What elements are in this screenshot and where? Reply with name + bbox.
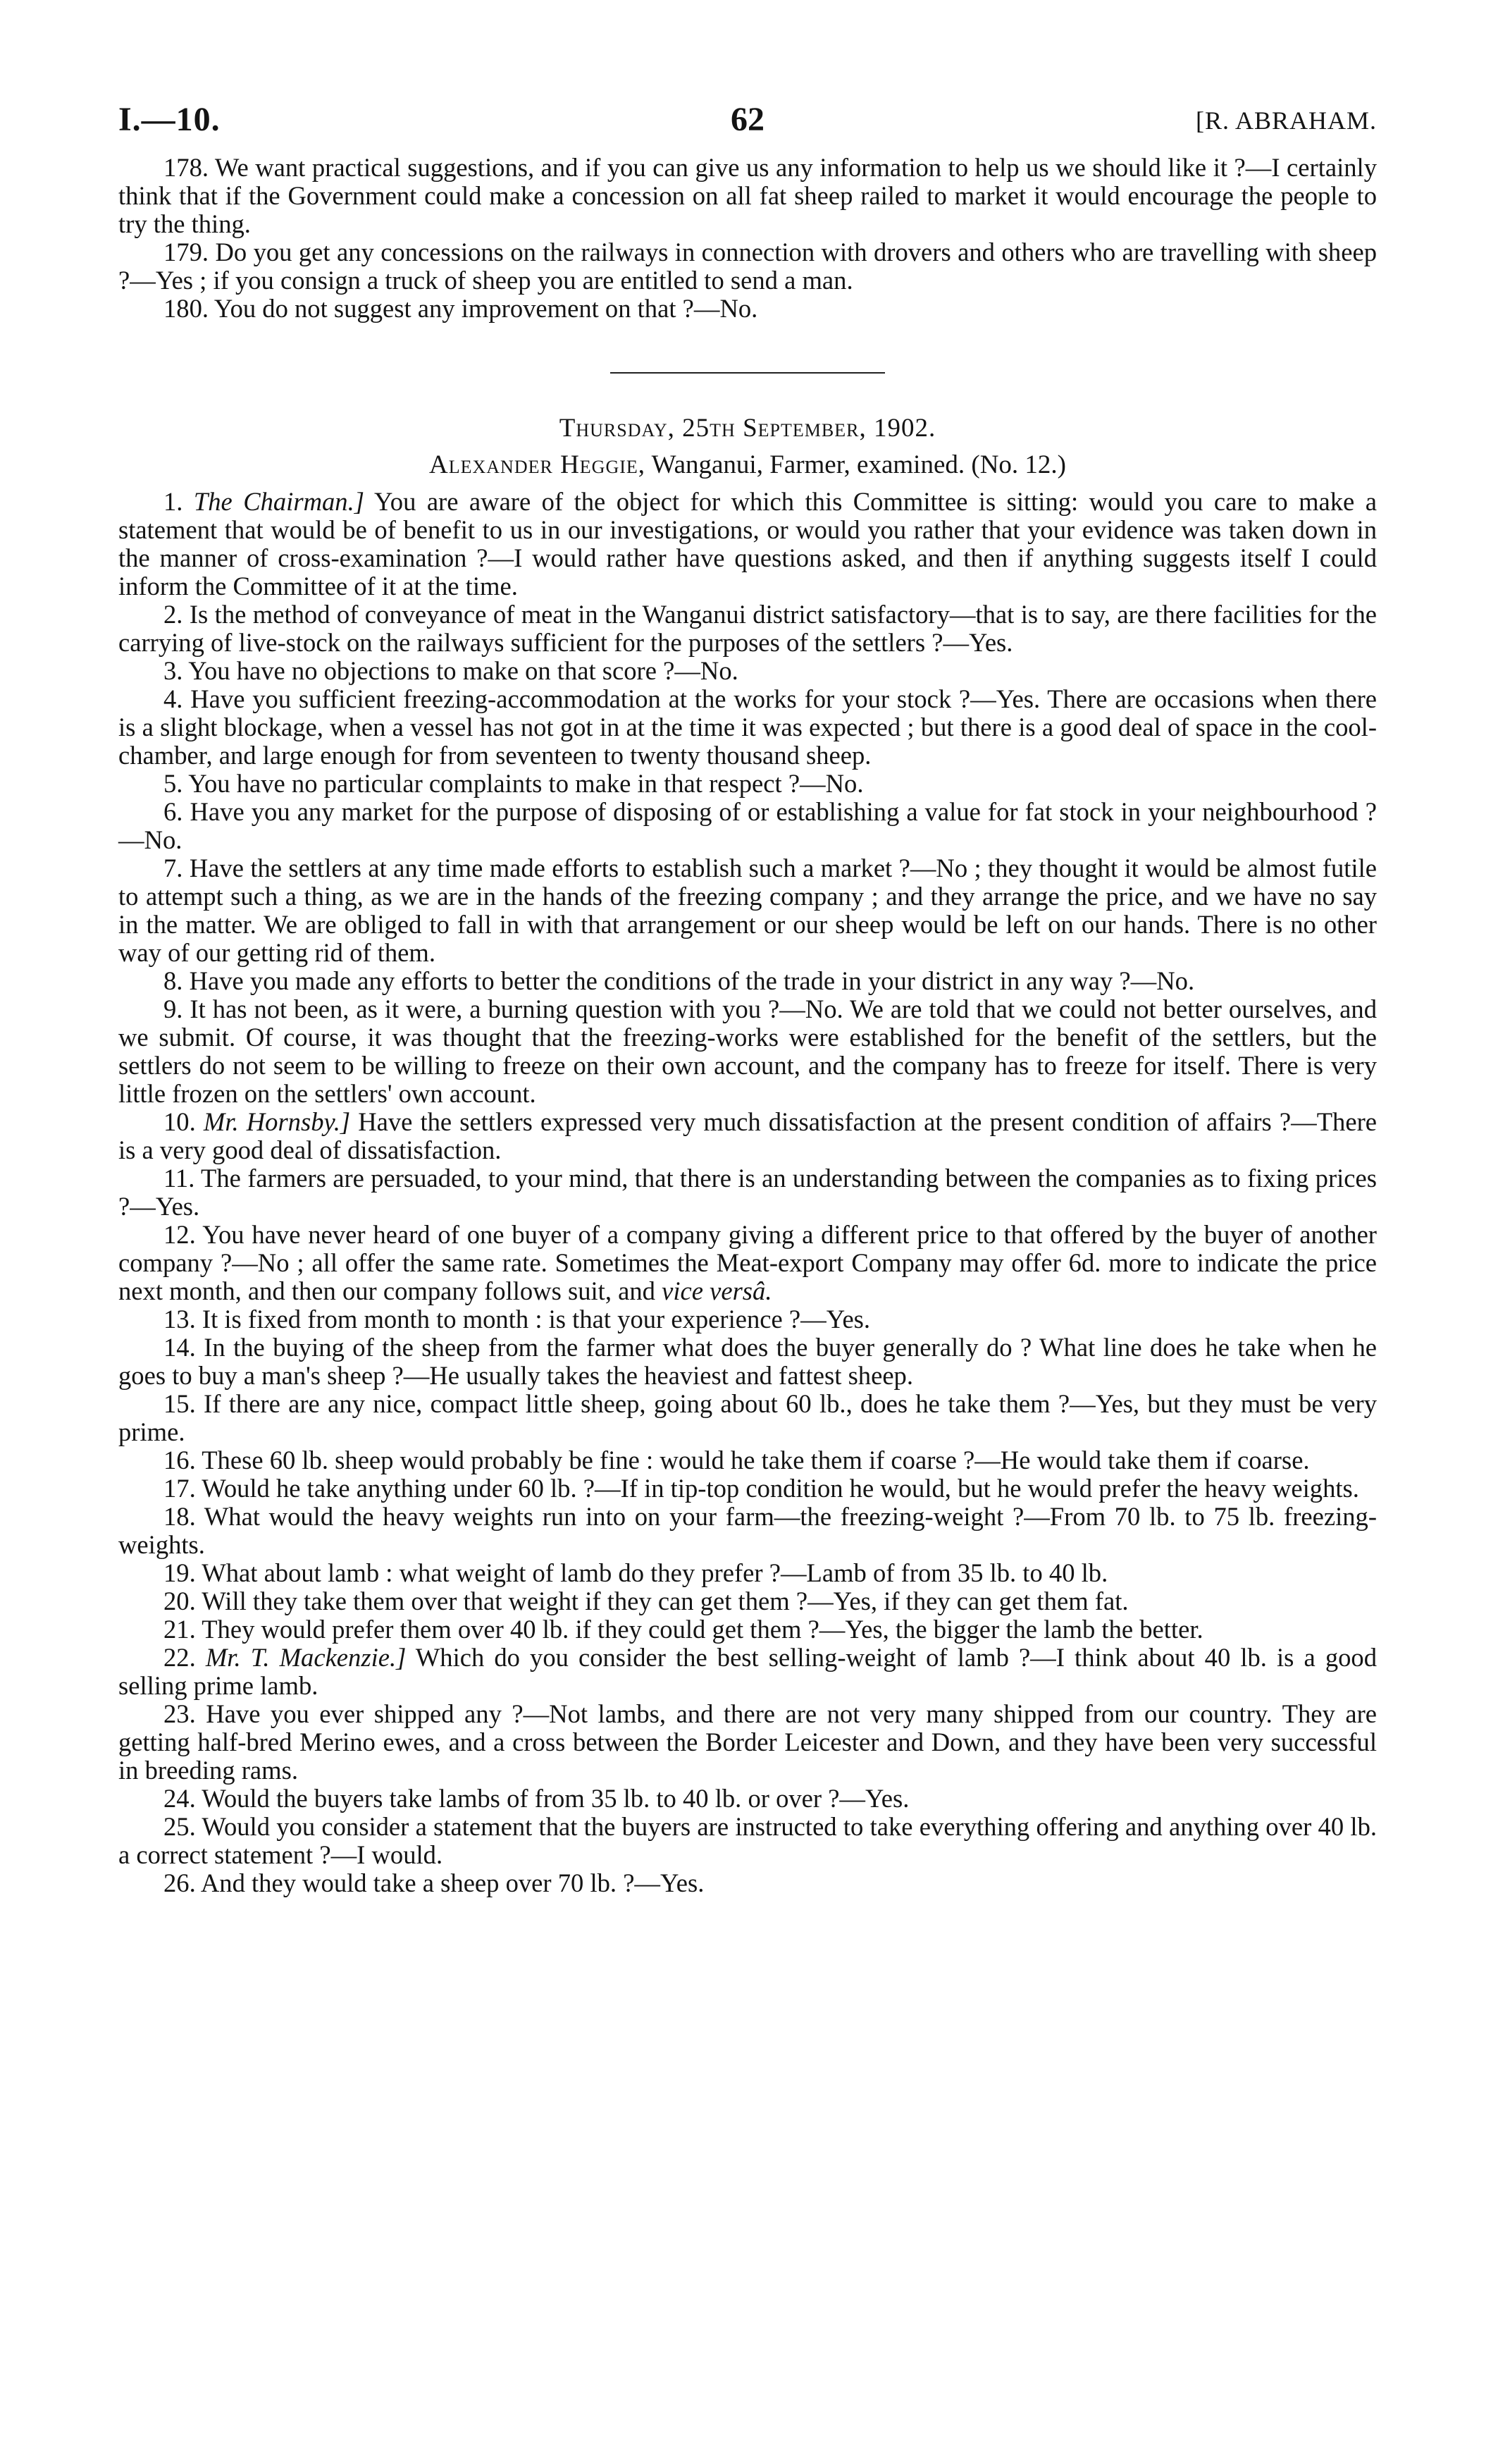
paragraph: 1. The Chairman.] You are aware of the object for which this Committee is sitting: would you care to make a statement that would be of benefit to us in our investigations, or would you rather that your evidence was taken down in the manner of cross-examination ?—I would rather have questions asked, and then if anything suggests itself I could inform the Committee of it at the time. bbox=[118, 487, 1377, 600]
speaker: Mr. Hornsby.] bbox=[203, 1107, 351, 1136]
session-date: Thursday, 25th September, 1902. bbox=[559, 414, 936, 443]
witness-name: Alexander Heggie, bbox=[429, 450, 646, 479]
witness-reference: [R. ABRAHAM. bbox=[1195, 106, 1377, 135]
paragraph: 14. In the buying of the sheep from the farmer what does the buyer generally do ? What line does he take when he goes to buy a man's sheep ?—He usually takes the heaviest and fattest sheep. bbox=[118, 1333, 1377, 1390]
paragraph: 23. Have you ever shipped any ?—Not lambs, and there are not very many shipped from our country. They are getting half-bred Merino ewes, and a cross between the Border Leicester and Down, and they have been very successful in breeding rams. bbox=[118, 1699, 1377, 1785]
paragraph: 11. The farmers are persuaded, to your mind, that there is an understanding between the companies as to fixing prices ?—Yes. bbox=[118, 1164, 1378, 1221]
speaker: Mr. T. Mackenzie.] bbox=[205, 1643, 407, 1672]
section-previous-witness bbox=[118, 154, 1377, 323]
witness-heading bbox=[118, 451, 1377, 479]
paragraph: 8. Have you made any efforts to better the conditions of the trade in your district in any way ?—No. bbox=[163, 966, 1195, 995]
paragraph: 178. We want practical suggestions, and if you can give us any information to help us we should like it ?—I certainly think that if the Government could make a concession on all fat sheep railed to market it would encourage the people to try the thing. bbox=[118, 153, 1377, 238]
paragraph: 19. What about lamb : what weight of lamb do they prefer ?—Lamb of from 35 lb. to 40 lb. bbox=[163, 1558, 1108, 1587]
paragraph: 22. Mr. T. Mackenzie.] Which do you consider the best selling-weight of lamb ?—I think about 40 lb. is a good selling prime lamb. bbox=[118, 1643, 1377, 1700]
page-header bbox=[118, 100, 1377, 149]
paragraph: 26. And they would take a sheep over 70 lb. ?—Yes. bbox=[163, 1868, 705, 1897]
paragraph: 4. Have you sufficient freezing-accommodation at the works for your stock ?—Yes. There are occasions when there is a slight blockage, when a vessel has not got in at the time it was expected ; but there is a good deal of space in the cool-chamber, and large enough for from seventeen to twenty thousand sheep. bbox=[118, 684, 1377, 770]
page-number: 62 bbox=[731, 101, 765, 138]
paragraph: 25. Would you consider a statement that the buyers are instructed to take everything offering and anything over 40 lb. a correct statement ?—I would. bbox=[118, 1812, 1377, 1869]
paragraph: 17. Would he take anything under 60 lb. ?—If in tip-top condition he would, but he would prefer the heavy weights. bbox=[163, 1474, 1359, 1503]
document-body bbox=[118, 154, 1377, 1897]
paragraph: 3. You have no objections to make on that score ?—No. bbox=[163, 656, 738, 685]
report-reference: I.—10. bbox=[118, 101, 221, 138]
paragraph: 24. Would the buyers take lambs of from 35 lb. to 40 lb. or over ?—Yes. bbox=[163, 1784, 910, 1813]
paragraph: 179. Do you get any concessions on the railways in connection with drovers and others who are travelling with sheep ?—Yes ; if you consign a truck of sheep you are entitled to send a man. bbox=[118, 238, 1377, 295]
paragraph: 10. Mr. Hornsby.] Have the settlers expressed very much dissatisfaction at the present condition of affairs ?—There is a very good deal of dissatisfaction. bbox=[118, 1107, 1377, 1164]
paragraph: 13. It is fixed from month to month : is that your experience ?—Yes. bbox=[163, 1305, 871, 1333]
paragraph: 6. Have you any market for the purpose of disposing of or establishing a value for fat stock in your neighbourhood ?—No. bbox=[118, 797, 1377, 854]
paragraph: 7. Have the settlers at any time made efforts to establish such a market ?—No ; they thought it would be almost futile to attempt such a thing, as we are in the hands of the freezing company ; and they arrange the price, and we have no say in the matter. We are obliged to fall in with that arrangement or our sheep would be left on our hands. There is no other way of our getting rid of them. bbox=[118, 854, 1377, 967]
paragraph: 18. What would the heavy weights run into on your farm—the freezing-weight ?—From 70 lb. to 75 lb. freezing-weights. bbox=[118, 1502, 1377, 1559]
paragraph: 180. You do not suggest any improvement on that ?—No. bbox=[163, 294, 758, 323]
paragraph: 16. These 60 lb. sheep would probably be fine : would he take them if coarse ?—He would take them if coarse. bbox=[163, 1446, 1310, 1474]
witness-details: Wanganui, Farmer, examined. (No. 12.) bbox=[651, 450, 1066, 479]
speaker: The Chairman.] bbox=[193, 487, 364, 516]
paragraph: 21. They would prefer them over 40 lb. if they could get them ?—Yes, the bigger the lamb the better. bbox=[163, 1615, 1203, 1644]
paragraph: 2. Is the method of conveyance of meat in the Wanganui district satisfactory—that is to say, are there facilities for the carrying of live-stock on the railways sufficient for the purposes of the settlers ?—Yes. bbox=[118, 600, 1377, 657]
paragraph: 9. It has not been, as it were, a burning question with you ?—No. We are told that we could not better ourselves, and we submit. Of course, it was thought that the freezing-works were established for the benefit of the settlers, but the settlers do not seem to be willing to freeze on their own account, and the company has to freeze for itself. There is very little frozen on the settlers' own account. bbox=[118, 994, 1377, 1108]
paragraph: 5. You have no particular complaints to make in that respect ?—No. bbox=[163, 769, 864, 798]
paragraph: 12. You have never heard of one buyer of a company giving a different price to that offered by the buyer of another company ?—No ; all offer the same rate. Sometimes the Meat-export Company may offer 6d. more to indicate the price next month, and then our company follows suit, and vice versâ. bbox=[118, 1220, 1377, 1305]
section-divider bbox=[610, 372, 885, 374]
paragraph: 15. If there are any nice, compact little sheep, going about 60 lb., does he take them ?—Yes, but they must be very prime. bbox=[118, 1389, 1377, 1446]
paragraph: 20. Will they take them over that weight if they can get them ?—Yes, if they can get them fat. bbox=[163, 1587, 1129, 1615]
section-heggie-evidence bbox=[118, 488, 1377, 1897]
